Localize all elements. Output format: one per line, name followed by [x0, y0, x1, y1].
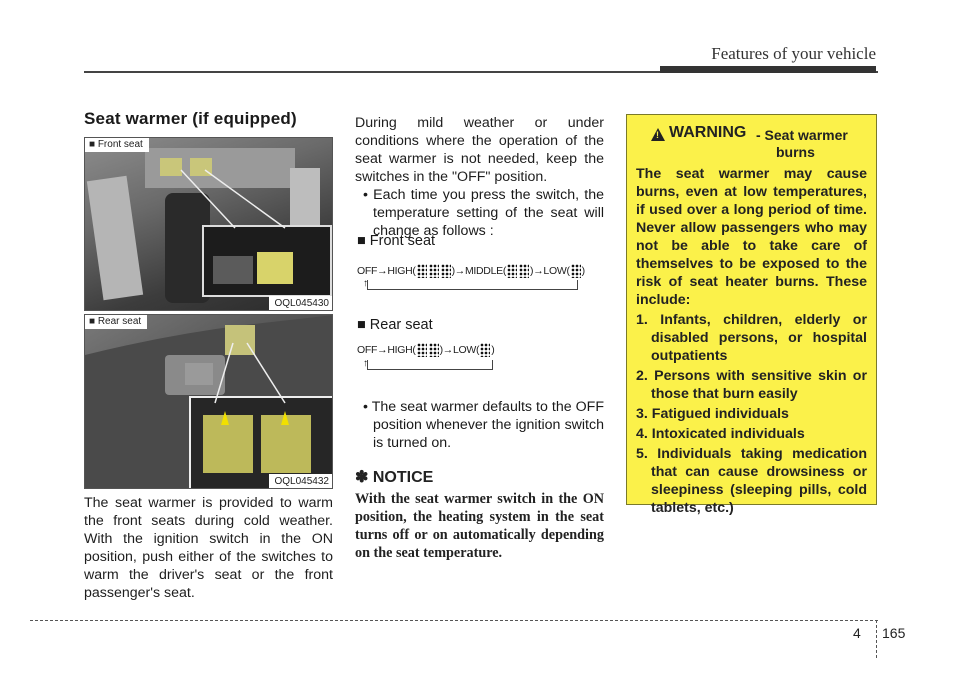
heat-dots-icon	[417, 264, 427, 278]
seq-middle: )→MIDDLE(	[451, 264, 507, 277]
front-console-illustration	[85, 138, 333, 311]
warning-item: 3. Fatigued individuals	[636, 406, 789, 422]
warning-item: 5. Individuals taking medication that can cause drowsiness or sleepiness (sleeping pills, cold tablets, etc.)	[636, 446, 867, 516]
cycle-arrow-icon: ↑	[363, 278, 368, 289]
heat-dots-icon	[519, 264, 529, 278]
rear-seat-code: OQL045432	[269, 474, 333, 488]
warning-word: WARNING	[669, 124, 747, 141]
warning-item: 1. Infants, children, elderly or disabled persons, or hospital outpatients	[636, 312, 867, 364]
heat-dots-icon	[571, 264, 581, 278]
heat-dots-icon	[480, 343, 490, 357]
front-cycle-line	[367, 280, 578, 290]
running-header: Features of your vehicle	[711, 44, 876, 63]
heat-dots-icon	[507, 264, 517, 278]
front-seat-photo	[84, 137, 333, 311]
warning-item: 2. Persons with sensitive skin or those that burn easily	[636, 368, 867, 402]
press-switch-bullet: • Each time you press the switch, the temperature setting of the seat will change as follows :	[363, 187, 604, 239]
page-number: 165	[882, 625, 906, 641]
warning-text: The seat warmer may cause burns, even at low temperatures, if used over a long period of time. Never allow passengers who may not be able to take care of themselves to be exposed to the risk of seat heater burns. These include:	[636, 166, 867, 308]
seq-off: OFF	[357, 343, 378, 356]
notice-title: ✽ NOTICE	[355, 469, 434, 486]
seq-arrow: →	[377, 264, 388, 277]
warning-subtitle: - Seat warmer	[756, 127, 848, 143]
seq-high: HIGH(	[387, 343, 416, 356]
rear-seat-photo	[84, 314, 333, 489]
cycle-arrow-icon: ↑	[363, 358, 368, 369]
warning-triangle-icon	[651, 128, 665, 141]
seq-low: )→LOW(	[439, 343, 480, 356]
mild-weather-paragraph: During mild weather or under conditions where the operation of the seat warmer is not needed, keep the switches in the "OFF" position.	[355, 115, 604, 185]
seat-warmer-description: The seat warmer is provided to warm the front seats during cold weather. With the ignition switch in the ON position, push either of the switches to warm the driver's seat or the front passenger's seat.	[84, 495, 333, 601]
seq-arrow: →	[377, 343, 388, 356]
front-seat-code: OQL045430	[269, 296, 333, 310]
front-seat-heading: ■ Front seat	[357, 233, 436, 249]
front-seat-label: ■ Front seat	[85, 138, 149, 152]
rear-seat-sequence	[357, 343, 494, 357]
header-tab	[660, 66, 876, 73]
seq-high: HIGH(	[387, 264, 416, 277]
heat-dots-icon	[441, 264, 451, 278]
page-separator	[876, 620, 877, 658]
heat-dots-icon	[429, 343, 439, 357]
footer-rule	[30, 620, 878, 621]
warning-header	[636, 125, 867, 165]
heat-dots-icon	[417, 343, 427, 357]
front-seat-sequence	[357, 264, 585, 278]
notice-body: With the seat warmer switch in the ON position, the heating system in the seat turns off or on automatically depending on the seat temperature.	[355, 491, 604, 561]
seq-close: )	[581, 264, 585, 277]
warning-box	[626, 114, 877, 516]
chapter-number: 4	[853, 625, 861, 641]
seq-off: OFF	[357, 264, 378, 277]
warning-item: 4. Intoxicated individuals	[636, 426, 805, 442]
seq-close: )	[491, 343, 495, 356]
seq-low: )→LOW(	[530, 264, 570, 277]
rear-seat-label: ■ Rear seat	[85, 315, 147, 329]
rear-door-illustration	[85, 315, 333, 489]
heat-dots-icon	[429, 264, 439, 278]
section-title: Seat warmer (if equipped)	[84, 109, 297, 128]
rear-cycle-line	[367, 360, 493, 370]
default-off-bullet: • The seat warmer defaults to the OFF position whenever the ignition switch is turned on.	[363, 399, 604, 451]
warning-subtitle-2: burns	[776, 144, 815, 160]
rear-seat-heading: ■ Rear seat	[357, 317, 433, 333]
